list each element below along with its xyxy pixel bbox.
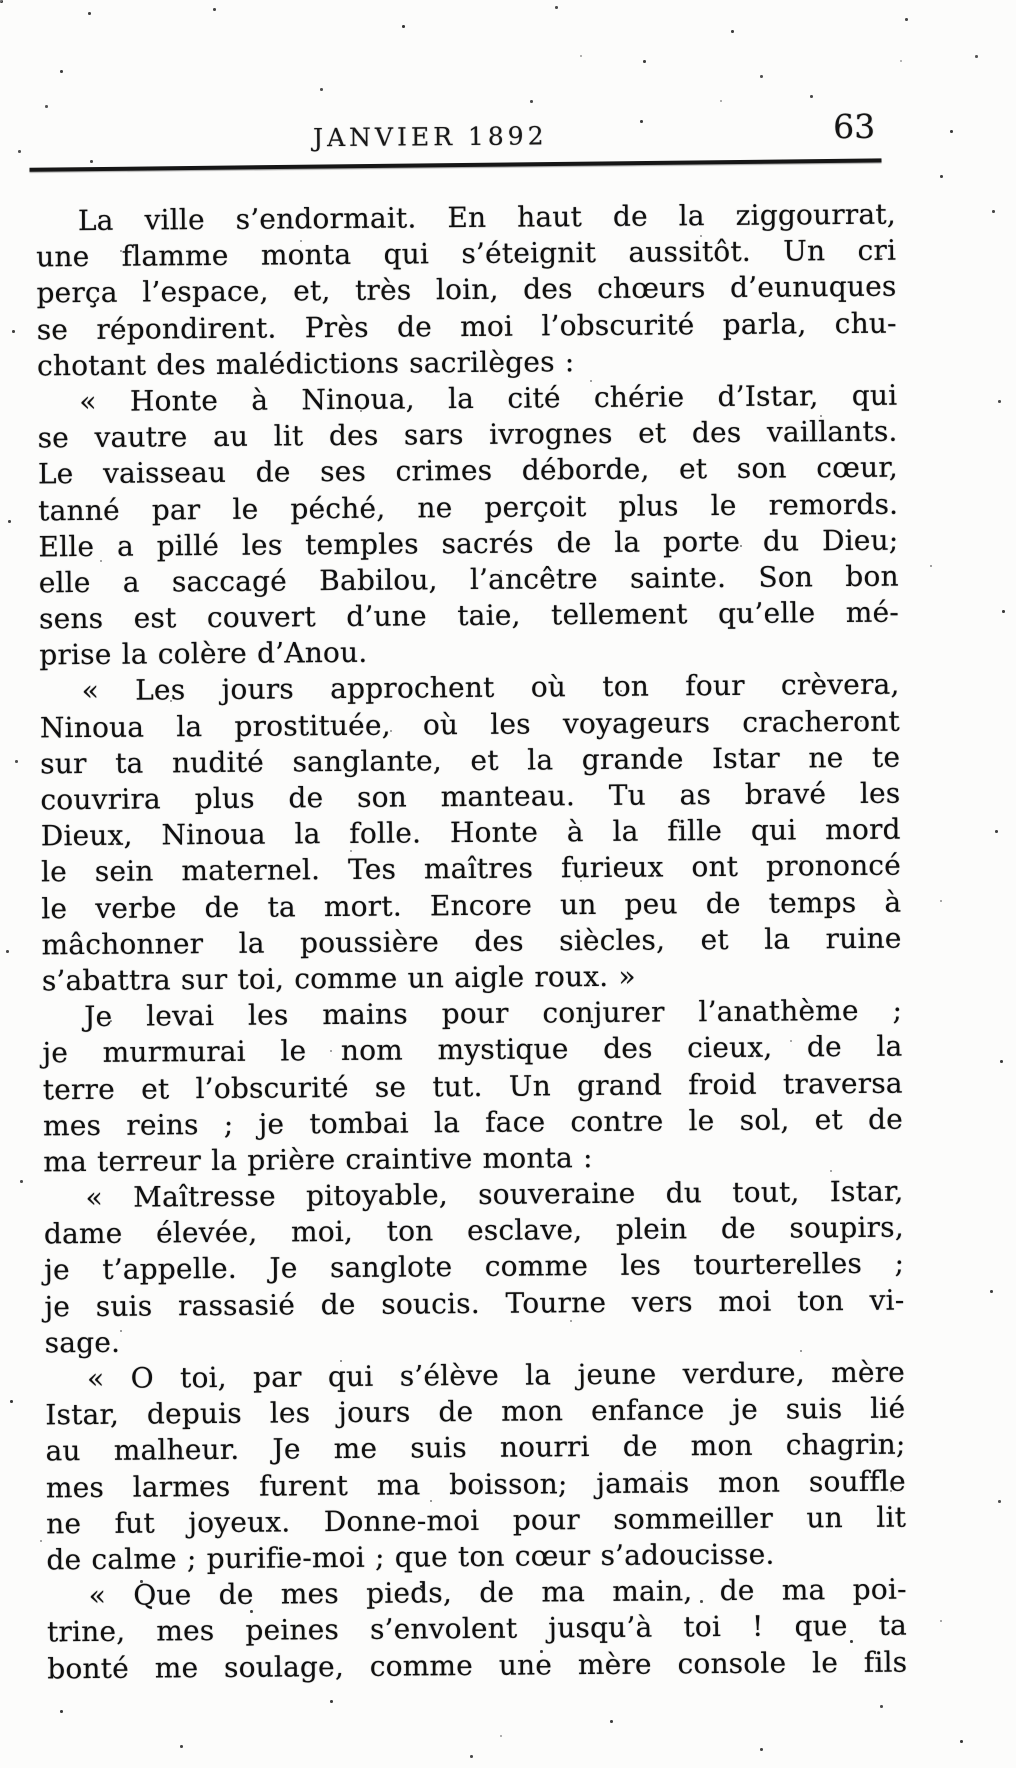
paragraph [43,1174,904,1362]
text-line: ne fut joyeux. Donne-moi pour sommeiller un lit [46,1500,907,1541]
text-line: ma terreur la prière craintive monta : [43,1140,593,1179]
text-line: Je levai les mains pour conjurer l’anathème ; [84,993,903,1034]
paragraph [42,993,903,1181]
page-content [35,105,907,1687]
text-line: sur ta nudité sanglante, et la grande Istar ne te [40,740,901,781]
paragraph [37,378,899,674]
text-line: s’abattra sur toi, comme un aigle roux. » [41,959,636,998]
text-line: mes reins ; je tombai la face contre le sol, et de [42,1102,904,1143]
text-line: dame élevée, moi, ton esclave, plein de soupirs, [43,1210,904,1251]
text-line: La ville s’endormait. En haut de la ziggourrat, [77,197,897,238]
page-header [35,105,895,167]
text-line: mes larmes furent ma boisson; jamais mon souffle [45,1464,906,1504]
text-line: « Honte à Ninoua, la cité chérie d’Istar, qui [79,378,898,418]
text-line: Le vaisseau de ses crimes déborde, et son cœur, [37,450,899,491]
paragraph [39,667,902,999]
text-line: « Maîtresse pitoyable, souveraine du tout, Istar, [85,1174,904,1215]
paragraph [45,1355,907,1579]
text-line: je suis rassasié de soucis. Tourne vers moi ton vi- [44,1283,905,1323]
text-line: une flamme monta qui s’éteignit aussitôt. Un cri [36,233,897,274]
text-line: chotant des malédictions sacrilèges : [36,344,575,383]
text-line: « Les jours approchent où ton four crèvera, [81,668,900,708]
text-line: elle a saccagé Babilou, l’ancêtre sainte. Son bon [38,559,899,600]
text-line: se répondirent. Près de moi l’obscurité parla, chu- [36,306,897,346]
text-line: le sein maternel. Tes maîtres furieux ont prononcé [40,848,902,889]
text-line: bonté me soulage, comme une mère console le fils [47,1645,908,1685]
text-line: le verbe de ta mort. Encore un peu de temps à [41,885,902,925]
text-line: « O toi, par qui s’élève la jeune verdure, mère [86,1355,906,1396]
text-line: trine, mes peines s’envolent jusqu’à toi ! que ta [46,1608,908,1649]
paragraph [36,197,897,385]
text-line: Ninoua la prostituée, où les voyageurs cracheront [39,704,901,745]
text-line: je murmurai le nom mystique des cieux, de la [42,1029,903,1070]
text-line: Elle a pillé les temples sacrés de la porte du Dieu; [38,523,899,564]
body-text [36,197,908,1687]
text-line: sens est couvert d’une taie, tellement qu’elle mé- [38,595,900,636]
text-line: de calme ; purifie-moi ; que ton cœur s’adoucisse. [46,1537,775,1577]
text-line: au malheur. Je me suis nourri de mon chagrin; [45,1427,906,1468]
text-line: je t’appelle. Je sanglote comme les tourterelles ; [44,1247,905,1287]
text-line: « Que de mes pieds, de ma main, de ma poi- [88,1572,907,1613]
text-line: Istar, depuis les jours de mon enfance je suis lié [45,1391,906,1432]
text-line: Dieux, Ninoua la folle. Honte à la fille qui mord [40,812,901,853]
text-line: perça l’espace, et, très loin, des chœurs d’eunuques [36,270,897,310]
text-line: se vautre au lit des sars ivrognes et des vaillants. [37,414,898,455]
text-line: sage. [44,1325,121,1360]
text-line: mâchonner la poussière des siècles, et la ruine [41,921,902,962]
page-number: 63 [833,106,876,147]
running-header-title: JANVIER 1892 [312,121,548,153]
text-line: couvrira plus de son manteau. Tu as bravé les [40,776,901,817]
text-line: prise la colère d’Anou. [39,636,368,672]
text-line: terre et l’obscurité se tut. Un grand froid traversa [42,1066,903,1106]
paragraph [47,1572,908,1687]
text-line: tanné par le péché, ne perçoit plus le remords. [38,487,899,527]
